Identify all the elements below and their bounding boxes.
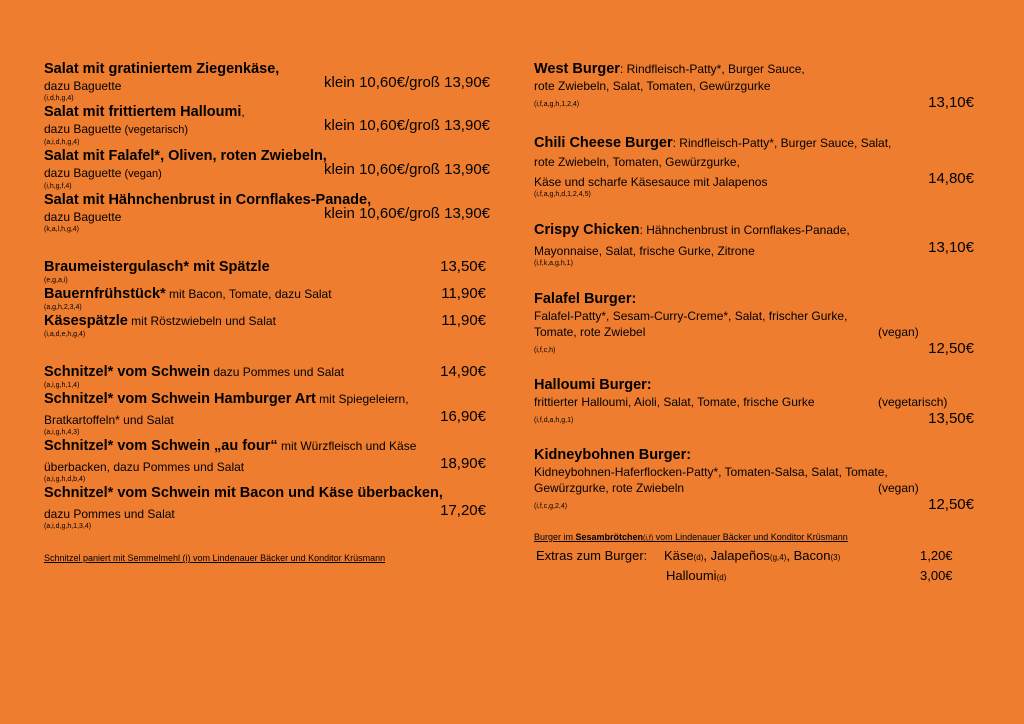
item-desc: mit Bacon, Tomate, dazu Salat [165, 287, 332, 301]
item-desc-note: (vegetarisch) [121, 124, 189, 136]
main-kaesespaetzle [44, 312, 490, 339]
item-star: * [107, 438, 114, 454]
extras-price-2: 3,00€ [920, 568, 953, 583]
item-colon: : [619, 62, 624, 76]
item-title: Falafel Burger: [534, 291, 637, 307]
item-allergens: (i,f,c,h) [534, 347, 556, 354]
item-price: 13,10€ [928, 239, 974, 256]
main-bauernfruehstueck [44, 285, 490, 312]
item-title: Salat mit gratiniertem Ziegenkäse, [44, 61, 280, 77]
salad-haehnchen [44, 191, 490, 234]
extra-halloumi: Halloumi [666, 568, 717, 583]
item-allergens: (i,d,h,g,4) [44, 95, 74, 102]
burger-chili-cheese [534, 134, 974, 199]
item-price: 17,20€ [440, 502, 486, 519]
item-price: 11,90€ [441, 312, 486, 329]
item-desc-line: Käse und scharfe Käsesauce mit Jalapenos [534, 175, 768, 189]
item-price: 14,80€ [928, 170, 974, 187]
burger-falafel [534, 290, 974, 358]
item-price: 11,90€ [441, 285, 486, 302]
item-title: Halloumi Burger: [534, 377, 652, 393]
item-colon: : [672, 136, 676, 150]
item-allergens: (a,g,h,2,3,4) [44, 304, 82, 311]
burger-west [534, 60, 974, 110]
item-price: 13,50€ [928, 410, 974, 427]
item-star: * [107, 391, 114, 407]
item-star: * [107, 364, 114, 380]
salad-falafel [44, 147, 490, 191]
item-desc: dazu Baguette [44, 122, 122, 136]
item-title: Schnitzel [44, 391, 108, 407]
item-allergens: (a,i,g,h,4,3) [44, 429, 80, 436]
item-title: West Burger [534, 61, 620, 77]
extra-jalapenos: , Jalapeños [703, 548, 770, 563]
item-price: 14,90€ [440, 363, 486, 380]
schnitzel-1 [44, 363, 490, 390]
extras-label: Extras zum Burger: [536, 548, 648, 563]
item-price: 13,10€ [928, 94, 974, 111]
item-desc: Rindfleisch-Patty*, Burger Sauce, [623, 62, 805, 76]
extra-bacon-allergens: (3) [830, 553, 841, 562]
item-allergens: (i,h,g,f,4) [44, 183, 72, 190]
schnitzel-footer-note: Schnitzel paniert mit Semmelmehl (i) vom Lindenauer Bäcker und Konditor Krüsmann [44, 553, 386, 563]
item-diet-note: (vegan) [878, 481, 919, 495]
main-gulasch [44, 258, 490, 285]
item-title: Salat mit frittiertem Halloumi [44, 104, 242, 120]
item-desc-line: Tomate, rote Zwiebel [534, 325, 646, 339]
bun-note-bread: Sesambrötchen [575, 532, 644, 542]
item-desc: mit Spiegeleiern, [315, 392, 409, 406]
item-price: 16,90€ [440, 408, 486, 425]
item-title-tail: mit Spätzle [189, 259, 270, 275]
item-allergens: (i,f,a,g,h,1,2,4) [534, 101, 580, 108]
item-title: Salat mit Hähnchenbrust in Cornflakes-Panade, [44, 192, 372, 208]
extras-price-1: 1,20€ [920, 548, 953, 563]
item-desc: Hähnchenbrust in Cornflakes-Panade, [642, 223, 850, 237]
item-desc-line: rote Zwiebeln, Salat, Tomaten, Gewürzgurke [534, 79, 771, 93]
bun-note-allergens: (i,f) [643, 535, 654, 542]
item-star: * [154, 148, 161, 164]
schnitzel-3 [44, 437, 490, 484]
item-allergens: (i,a,d,e,h,g,4) [44, 331, 86, 338]
extra-halloumi-allergens: (d) [716, 573, 727, 582]
item-desc-line2: überbacken, dazu Pommes und Salat [44, 460, 245, 474]
right-menu-column [534, 60, 974, 588]
bun-note-rest: vom Lindenauer Bäcker und Konditor Krüsmann [653, 532, 848, 542]
burger-halloumi [534, 376, 974, 428]
extra-kaese-allergens: (d) [693, 553, 704, 562]
item-desc-line2: Bratkartoffeln* und Salat [44, 413, 174, 427]
item-desc-line: rote Zwiebeln, Tomaten, Gewürzgurke, [534, 155, 740, 169]
item-price: 12,50€ [928, 496, 974, 513]
item-desc-line2: dazu Pommes und Salat [44, 507, 175, 521]
item-desc: dazu Baguette [44, 79, 122, 93]
item-allergens: (k,a,l,h,g,4) [44, 226, 80, 233]
item-desc: mit Röstzwiebeln und Salat [127, 314, 276, 328]
burger-kidneybohnen [534, 446, 974, 514]
item-price: klein 10,60€/groß 13,90€ [324, 74, 490, 91]
item-allergens: (a,i,g,h,1,4) [44, 382, 80, 389]
item-allergens: (a,i,d,h,g,4) [44, 139, 80, 146]
item-title-tail: vom Schwein Hamburger Art [113, 391, 316, 407]
left-menu-column [44, 60, 490, 563]
item-desc-line: Falafel-Patty*, Sesam-Curry-Creme*, Salat, frischer Gurke, [534, 309, 848, 323]
item-title: Schnitzel [44, 485, 108, 501]
item-title: Crispy Chicken [534, 222, 640, 238]
item-price: klein 10,60€/groß 13,90€ [324, 205, 490, 222]
bun-note [534, 532, 974, 542]
schnitzel-4 [44, 484, 490, 531]
item-title: Schnitzel [44, 438, 108, 454]
schnitzel-2 [44, 390, 490, 437]
item-desc-line: Gewürzgurke, rote Zwiebeln [534, 481, 685, 495]
item-title-tail: vom Schwein [113, 364, 211, 380]
item-title-tail: , [241, 105, 245, 119]
item-allergens: (i,f,d,a,h,g,1) [534, 417, 574, 424]
item-desc-note: (vegan) [121, 168, 162, 180]
item-star: * [183, 259, 190, 275]
extra-bacon: , Bacon [786, 548, 831, 563]
item-star: * [107, 485, 114, 501]
item-price: 13,50€ [440, 258, 486, 275]
item-allergens: (a,i,g,h,d,b,4) [44, 476, 86, 483]
salad-halloumi [44, 103, 490, 147]
extras-row-1 [534, 548, 974, 568]
item-desc: dazu Baguette [44, 166, 122, 180]
item-allergens: (i,f,c,g,2,4) [534, 503, 568, 510]
item-price: 12,50€ [928, 340, 974, 357]
item-desc: Rindfleisch-Patty*, Burger Sauce, Salat, [675, 136, 892, 150]
item-colon: : [639, 223, 643, 237]
item-desc-line: frittierter Halloumi, Aioli, Salat, Tomate, frische Gurke [534, 395, 815, 409]
item-title: Bauernfrühstück [44, 286, 161, 302]
item-price: klein 10,60€/groß 13,90€ [324, 161, 490, 178]
item-title: Käsespätzle [44, 313, 128, 329]
item-desc-line: Kidneybohnen-Haferflocken-Patty*, Tomaten-Salsa, Salat, Tomate, [534, 465, 888, 479]
bun-note-a: Burger im [534, 532, 576, 542]
item-allergens: (i,f,a,g,h,d,1,2,4,5) [534, 191, 591, 198]
item-title: Chili Cheese Burger [534, 135, 673, 151]
item-diet-note: (vegetarisch) [878, 395, 948, 409]
item-allergens: (a,i,d,g,h,1,3,4) [44, 523, 92, 530]
item-price: 18,90€ [440, 455, 486, 472]
item-title: Kidneybohnen Burger: [534, 447, 692, 463]
item-allergens: (i,f,k,a,g,h,1) [534, 260, 573, 267]
item-price: klein 10,60€/groß 13,90€ [324, 117, 490, 134]
item-desc-line: Mayonnaise, Salat, frische Gurke, Zitrone [534, 244, 755, 258]
item-desc: dazu Pommes und Salat [210, 365, 345, 379]
item-title-tail: , Oliven, roten Zwiebeln, [160, 148, 327, 164]
salad-ziegenkaese [44, 60, 490, 103]
item-desc: mit Würzfleisch und Käse [277, 439, 417, 453]
extra-jalapenos-allergens: (g,4) [769, 553, 787, 562]
item-title-tail: vom Schwein „au four“ [113, 438, 278, 454]
extra-kaese: Käse [664, 548, 694, 563]
burger-crispy-chicken [534, 221, 974, 268]
item-star: * [160, 286, 166, 302]
item-allergens: (e,g,a,i) [44, 277, 68, 284]
item-title-tail: vom Schwein mit Bacon und Käse überbacken, [113, 485, 443, 501]
item-diet-note: (vegan) [878, 325, 919, 339]
item-title: Salat mit Falafel [44, 148, 155, 164]
item-desc: dazu Baguette [44, 210, 122, 224]
item-title: Braumeistergulasch [44, 259, 184, 275]
extras-row-2 [534, 568, 974, 588]
item-title: Schnitzel [44, 364, 108, 380]
